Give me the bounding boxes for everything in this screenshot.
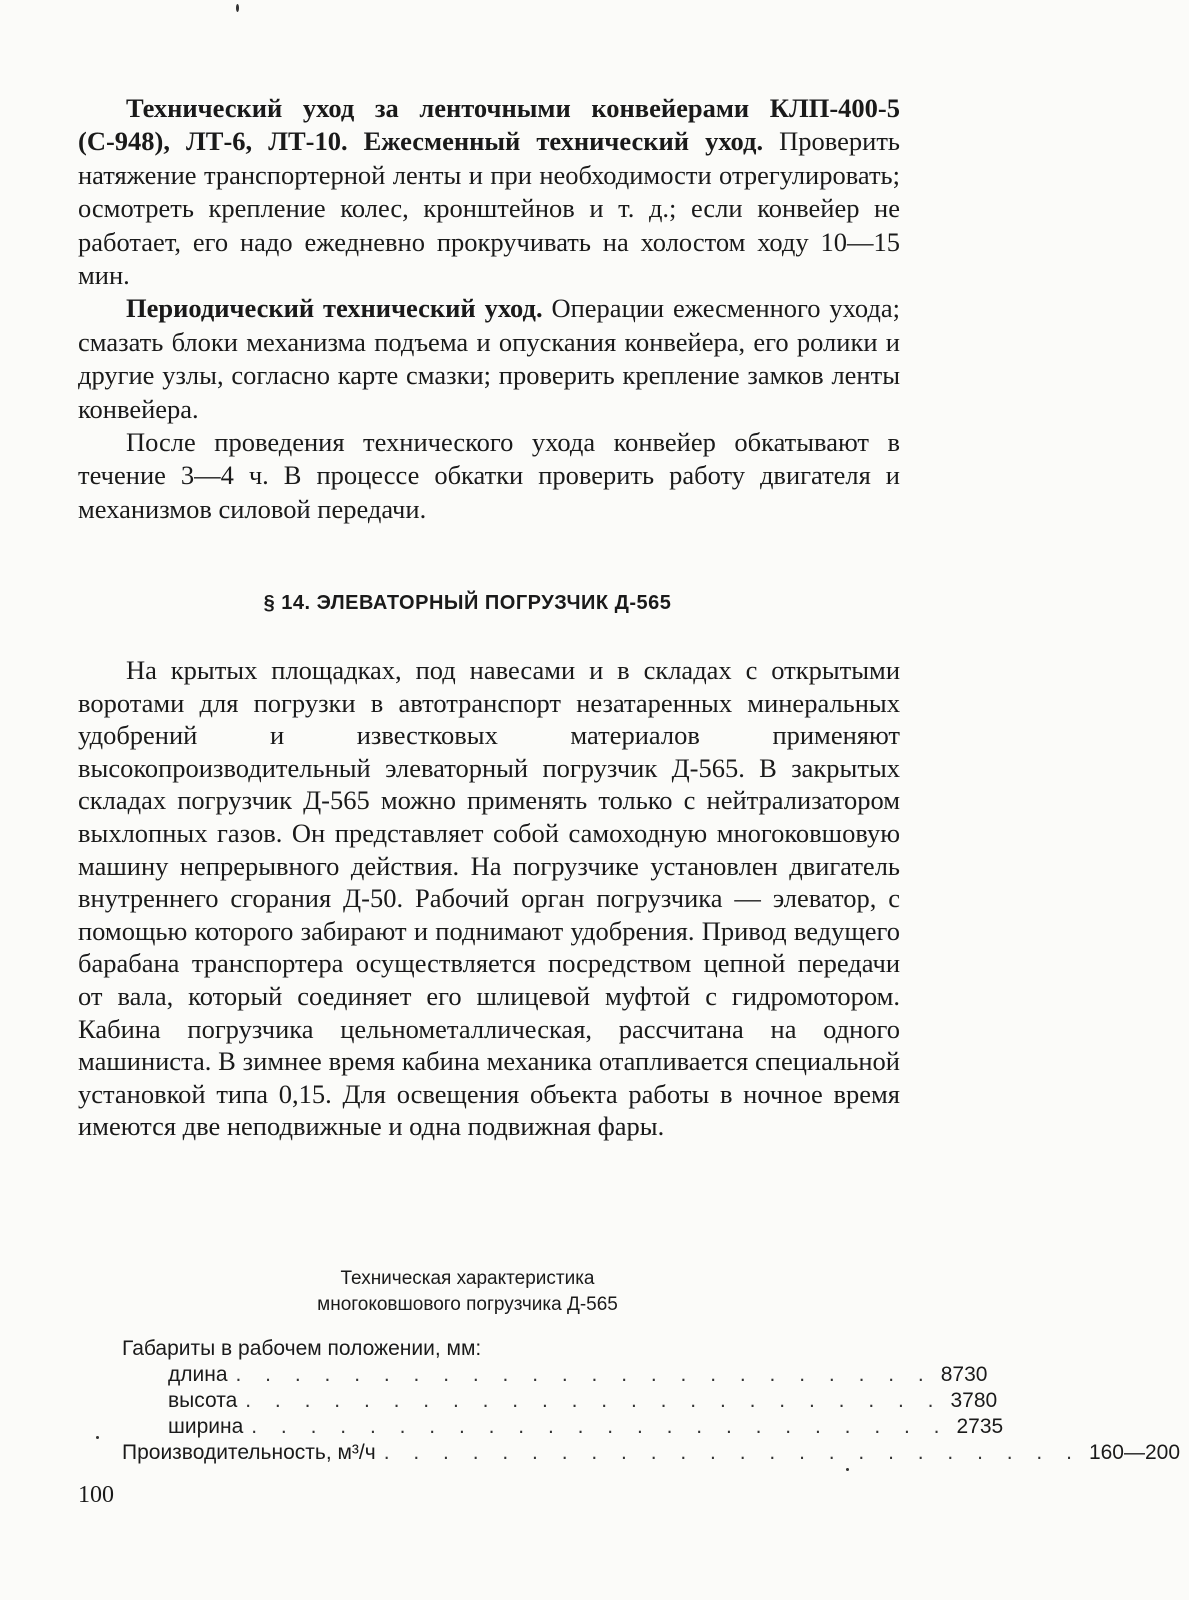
conveyor-maintenance-text <box>78 92 900 526</box>
spec-table-title <box>0 1266 935 1318</box>
spec-group-label-row <box>122 1336 842 1362</box>
leader-dots: . . . . . . . . . . . . . . . . . . . . . . . . <box>251 1415 949 1438</box>
print-speck <box>846 1468 849 1471</box>
page-number: 100 <box>78 1482 114 1508</box>
periodic-maintenance-heading: Периодический технический уход. <box>126 293 543 324</box>
leader-dots: . . . . . . . . . . . . . . . . . . . . . . . . <box>383 1441 1081 1464</box>
spec-value: 8730 <box>940 1363 988 1386</box>
section-heading: § 14. ЭЛЕВАТОРНЫЙ ПОГРУЗЧИК Д-565 <box>263 592 672 614</box>
periodic-maintenance-paragraph <box>78 292 900 426</box>
spec-table <box>122 1336 1181 1466</box>
print-speck <box>236 4 239 12</box>
spec-value: 160—200 <box>1088 1441 1181 1464</box>
spec-label: длина <box>168 1363 228 1386</box>
daily-maintenance-heading: Технический уход за ленточными конвейерами КЛП-400-5 (С-948), ЛТ-6, ЛТ-10. Ежесменный технический уход. <box>78 93 900 157</box>
spec-row-width <box>122 1414 1004 1440</box>
spec-label: Производительность, м³/ч <box>122 1441 376 1464</box>
spec-title-line1: Техническая характеристика <box>340 1268 595 1289</box>
daily-maintenance-paragraph <box>78 92 900 292</box>
loader-description-paragraph: На крытых площадках, под навесами и в складах с открытыми воротами для погрузки в автотранспорт незатаренных минеральных удобрений и известковых материалов применяют высокопроизводительный элеваторный погрузчик Д-565. В закрытых складах погрузчик Д-565 можно применять только с нейтрализатором выхлопных газов. Он представляет собой самоходную многоковшовую машину непрерывного действия. На погрузчике установлен двигатель внутреннего сгорания Д-50. Рабочий орган погрузчика — элеватор, с помощью которого забирают и поднимают удобрения. Привод ведущего барабана транспортера осуществляется посредством цепной передачи от вала, который соединяет его шлицевой муфтой с гидромотором. Кабина погрузчика цельнометаллическая, рассчитана на одного машиниста. В зимнее время кабина механика отапливается специальной установкой типа 0,15. Для освещения объекта работы в ночное время имеются две неподвижные и одна подвижная фары. <box>78 655 900 1142</box>
spec-title-line2: многоковшового погрузчика Д-565 <box>317 1294 618 1315</box>
print-speck <box>96 1436 99 1439</box>
spec-label: высота <box>168 1389 238 1412</box>
leader-dots: . . . . . . . . . . . . . . . . . . . . . . . . <box>235 1363 933 1386</box>
daily-maintenance-body: Проверить натяжение транспортерной ленты и при необходимости отрегулировать; осмотреть крепление колес, кронштейнов и т. д.; если конвейер не работает, его надо ежедневно прокручивать на холостом ходу 10—15 мин. <box>78 126 900 291</box>
spec-row-height <box>122 1388 998 1414</box>
loader-description <box>78 654 900 1143</box>
spec-group-label: Габариты в рабочем положении, мм: <box>122 1337 482 1360</box>
spec-label: ширина <box>168 1415 244 1438</box>
spec-row-productivity <box>122 1440 1181 1466</box>
run-in-paragraph: После проведения технического ухода конвейер обкатывают в течение 3—4 ч. В процессе обкатки проверить работу двигателя и механизмов силовой передачи. <box>78 427 900 524</box>
periodic-maintenance-body: Операции ежесменного ухода; смазать блоки механизма подъема и опускания конвейера, его ролики и другие узлы, согласно карте смазки; проверить крепление замков ленты конвейера. <box>78 293 901 424</box>
leader-dots: . . . . . . . . . . . . . . . . . . . . . . . . <box>245 1389 943 1412</box>
spec-row-length <box>122 1362 988 1388</box>
spec-value: 3780 <box>950 1389 998 1412</box>
spec-value: 2735 <box>956 1415 1004 1438</box>
